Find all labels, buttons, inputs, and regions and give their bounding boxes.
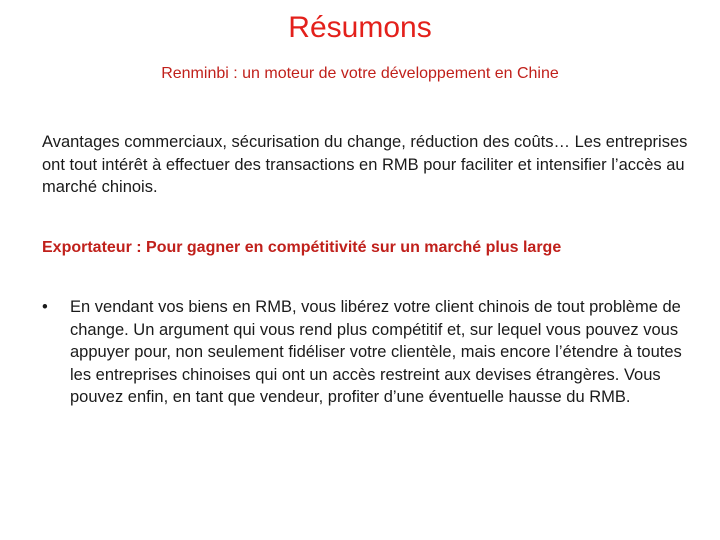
bullet-marker: • <box>42 298 48 316</box>
slide-subtitle: Renminbi : un moteur de votre développement en Chine <box>161 65 559 82</box>
slide-title: Résumons <box>288 11 432 44</box>
bullet-text: En vendant vos biens en RMB, vous libérez votre client chinois de tout problème de change. Un argument qui vous rend plus compétitif et, sur lequel vous pouvez vous appuyer pour, non seulement fidéliser votre clientèle, mais encore l’étendre à toutes les entreprises chinoises qui ont un accès restreint aux devises étrangères. Vous pouvez enfin, en tant que vendeur, profiter d’une éventuelle hausse du RMB. <box>70 298 682 406</box>
bullet-item <box>42 296 682 409</box>
intro-paragraph: Avantages commerciaux, sécurisation du change, réduction des coûts… Les entreprises ont tout intérêt à effectuer des transactions en RMB pour faciliter et intensifier l’accès au marché chinois. <box>42 133 688 196</box>
section-heading-exportateur: Exportateur : Pour gagner en compétitivité sur un marché plus large <box>42 239 562 256</box>
bullet-list <box>42 296 682 409</box>
